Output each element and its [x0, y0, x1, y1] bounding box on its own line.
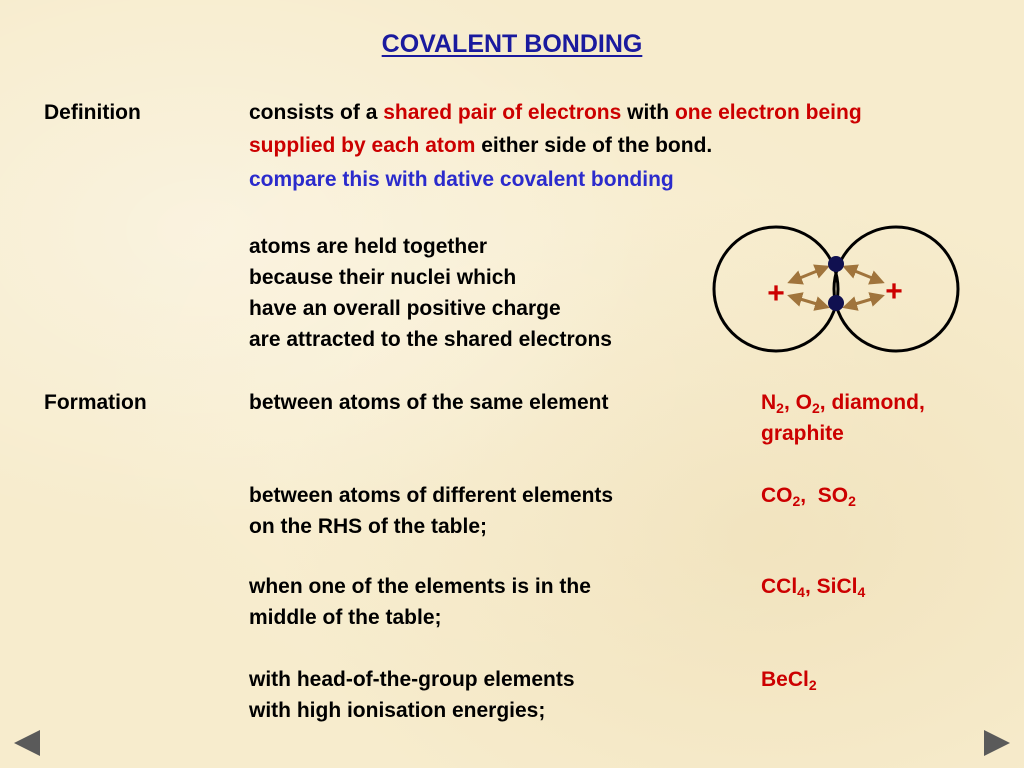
- definition-line-1: [249, 97, 862, 128]
- example-subscript: 2: [811, 400, 820, 416]
- example-text: , O: [783, 391, 812, 414]
- explanation-line: have an overall positive charge: [249, 297, 561, 320]
- formation-line: with head-of-the-group elements: [249, 668, 575, 691]
- example-text: N: [761, 391, 777, 414]
- example-subscript: 2: [848, 493, 856, 509]
- example-line: [761, 387, 925, 418]
- triangle-left-icon[interactable]: [14, 730, 40, 756]
- formation-line: with high ionisation energies;: [249, 699, 546, 722]
- attraction-arrow: [845, 267, 882, 282]
- formation-item-text: [249, 480, 613, 542]
- formation-item-text: [249, 571, 591, 633]
- formation-line: between atoms of different elements: [249, 484, 614, 507]
- triangle-right-icon[interactable]: [984, 730, 1010, 756]
- example-subscript: 2: [808, 677, 817, 693]
- attraction-arrow: [790, 296, 827, 307]
- definition-text: with: [621, 101, 675, 124]
- example-text: , SO: [800, 484, 849, 507]
- formation-item-text: [249, 387, 608, 418]
- page-title: COVALENT BONDING: [381, 30, 643, 58]
- formation-example: [761, 480, 856, 511]
- shared-electron: [828, 256, 844, 272]
- formation-example: [761, 571, 865, 602]
- definition-line-2: [249, 130, 712, 161]
- formation-item-text: [249, 664, 575, 726]
- formation-line: on the RHS of the table;: [249, 515, 487, 538]
- definition-text: consists of a: [249, 101, 384, 124]
- attraction-arrow: [845, 296, 882, 307]
- explanation-block: [249, 231, 612, 355]
- explanation-line: are attracted to the shared electrons: [249, 328, 612, 351]
- example-line: graphite: [761, 422, 844, 445]
- one-electron-highlight: one electron being: [674, 101, 862, 124]
- shared-electron: [828, 295, 844, 311]
- formation-line: middle of the table;: [249, 606, 442, 629]
- compare-dative-link[interactable]: compare this with dative covalent bonding: [249, 168, 674, 191]
- supplied-highlight: supplied by each atom: [249, 134, 476, 157]
- example-subscript: 2: [776, 400, 784, 416]
- definition-text: either side of the bond.: [475, 134, 713, 157]
- explanation-line: atoms are held together: [249, 235, 488, 258]
- formation-example: [761, 664, 817, 695]
- example-subscript: 4: [797, 584, 805, 600]
- left-nucleus-plus: +: [767, 277, 785, 310]
- formation-label: Formation: [44, 391, 147, 414]
- covalent-bond-diagram: [700, 215, 970, 365]
- attraction-arrow: [790, 267, 827, 282]
- example-text: CO: [761, 484, 793, 507]
- example-text: , SiCl: [804, 575, 858, 598]
- explanation-line: because their nuclei which: [249, 266, 517, 289]
- formation-line: when one of the elements is in the: [249, 575, 591, 598]
- example-text: BeCl: [761, 668, 809, 691]
- example-subscript: 2: [792, 493, 801, 509]
- formation-line: between atoms of the same element: [249, 391, 609, 414]
- shared-pair-highlight: shared pair of electrons: [383, 101, 622, 124]
- example-text: , diamond,: [819, 391, 925, 414]
- formation-example: [761, 387, 925, 449]
- example-text: CCl: [761, 575, 798, 598]
- definition-label: Definition: [44, 101, 141, 124]
- right-nucleus-plus: +: [885, 275, 903, 308]
- example-subscript: 4: [857, 584, 866, 600]
